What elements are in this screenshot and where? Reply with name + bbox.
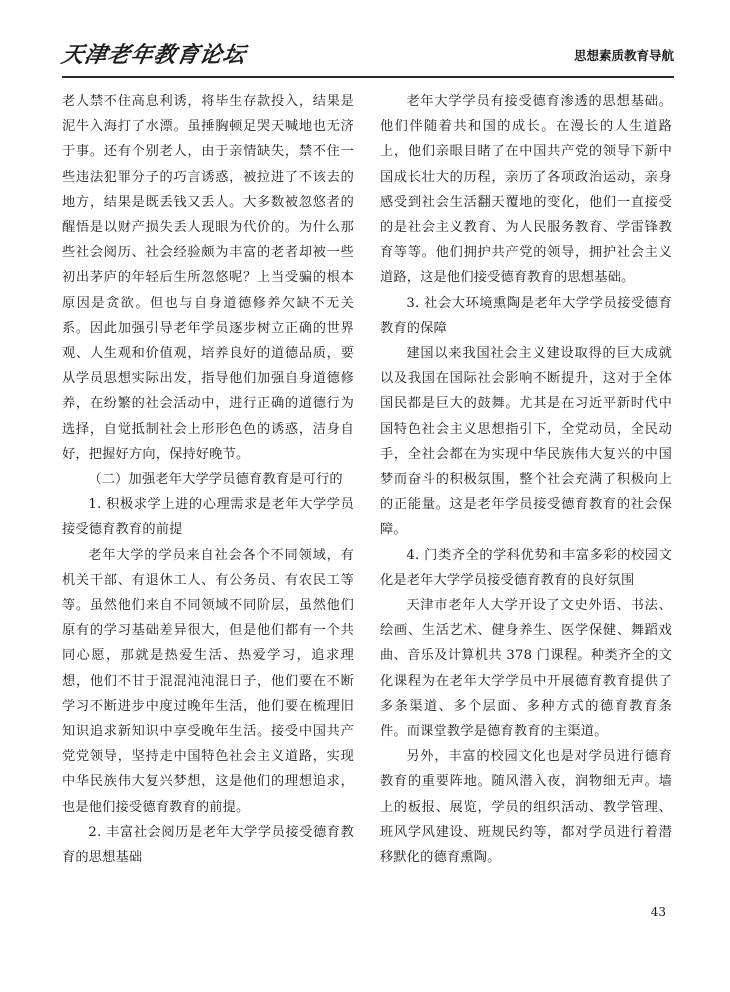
left-column bbox=[62, 89, 354, 870]
header-rule bbox=[62, 76, 674, 78]
subsection-heading: 1. 积极求学上进的心理需求是老年大学学员接受德育教育的前提 bbox=[62, 497, 354, 538]
page-number: 43 bbox=[650, 905, 666, 919]
journal-logo: 天津老年教育论坛 bbox=[59, 42, 249, 68]
paragraph: 老人禁不住高息利诱，将毕生存款投入，结果是泥牛入海打了水漂。虽捶胸顿足哭天喊地也无济于事。还有个别老人，由于亲情缺失，禁不住一些违法犯罪分子的巧言诱惑，被拉进了不该去的地方，结果是既丢钱又丢人。大多数被忽悠者的醒悟是以财产损失丢人现眼为代价的。为什么那些社会阅历、社会经验颇为丰富的老者却被一些初出茅庐的年轻后生所忽悠呢？上当受骗的根本原因是贪欲。但也与自身道德修养欠缺不无关系。因此加强引导老年学员逐步树立正确的世界观、人生观和价值观，培养良好的道德品质，要从学员思想实际出发，指导他们加强自身道德修养，在纷繁的社会活动中，进行正确的道德行为选择，自觉抵制社会上形形色色的诱惑，洁身自好，把握好方向，保持好晚节。 bbox=[62, 94, 354, 462]
subsection-heading: 2. 丰富社会阅历是老年大学学员接受德育教育的思想基础 bbox=[62, 824, 354, 866]
subsection-heading: 4. 门类齐全的学科优势和丰富多彩的校园文化是老年大学学员接受德育教育的良好氛围 bbox=[380, 547, 672, 588]
section-title: 思想素质教育导航 bbox=[573, 48, 674, 63]
paragraph: 老年大学学员有接受德育渗透的思想基础。他们伴随着共和国的成长。在漫长的人生道路上，他们亲眼目睹了在中国共产党的领导下新中国成长壮大的历程，亲历了各项政治运动，亲身感受到社会生活翻天覆地的变化，他们一直接受的是社会主义教育、为人民服务教育、学雷锋教育等等。他们拥护共产党的领导，拥护社会主义道路，这是他们接受德育教育的思想基础。 bbox=[380, 94, 672, 286]
paragraph: 另外，丰富的校园文化也是对学员进行德育教育的重要阵地。随风潜入夜，润物细无声。墙上的板报、展览，学员的组织活动、教学管理、班风学风建设、班规民约等，都对学员进行着潜移默化的德育熏陶。 bbox=[380, 749, 672, 866]
right-column bbox=[380, 89, 672, 870]
paragraph: 天津市老年人大学开设了文史外语、书法、绘画、生活艺术、健身养生、医学保健、舞蹈戏曲、音乐及计算机共 378 门课程。种类齐全的文化课程为在老年大学学员中开展德育教育提供了多条渠道、多个层面、多种方式的德育教育条件。而课堂教学是德育教育的主渠道。 bbox=[380, 598, 672, 740]
paragraph: 建国以来我国社会主义建设取得的巨大成就以及我国在国际社会影响不断提升，这对于全体国民都是巨大的鼓舞。尤其是在习近平新时代中国特色社会主义思想指引下，全党动员，全民动手，全社会都在为实现中华民族伟大复兴的中国梦而奋斗的积极氛围，整个社会充满了积极向上的正能量。这是老年学员接受德育教育的社会保障。 bbox=[380, 346, 672, 538]
subsection-heading: 3. 社会大环境熏陶是老年大学学员接受德育教育的保障 bbox=[380, 295, 672, 336]
page-header bbox=[59, 38, 674, 72]
section-heading: （二）加强老年大学学员德育教育是可行的 bbox=[88, 472, 343, 488]
paragraph: 老年大学的学员来自社会各个不同领域，有机关干部、有退休工人、有公务员、有农民工等等。虽然他们来自不同领域不同阶层，虽然他们原有的学习基础差异很大，但是他们都有一个共同心愿，那就是热爱生活、热爱学习，追求理想，他们不甘于混混沌沌混日子，他们要在不断学习不断进步中度过晚年生活，他们要在梳理旧知识追求新知识中享受晚年生活。接受中国共产党党领导，坚持走中国特色社会主义道路，实现中华民族伟大复兴梦想，这是他们的理想追求，也是他们接受德育教育的前提。 bbox=[62, 547, 354, 815]
